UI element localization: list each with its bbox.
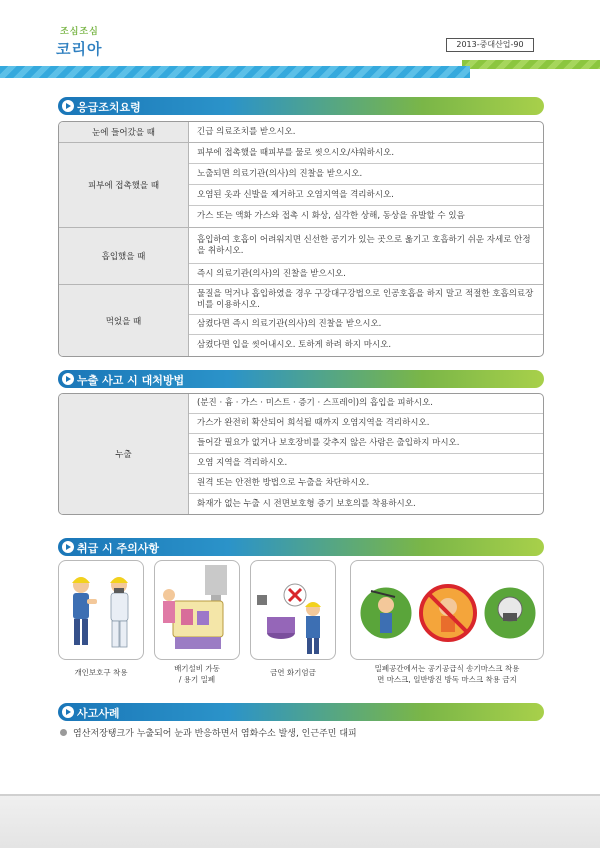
arrow-bullet-icon [62,100,74,112]
table-cell: 삼켰다면 즉시 의료기관(의사)의 진찰을 받으시오. [189,315,543,335]
arrow-bullet-icon [62,706,74,718]
leak-table [58,393,544,515]
footer-line [0,794,600,796]
caption: 면 마스크, 일반방진 방독 마스크 착용 금지 [377,675,517,684]
table-cell: 오염 지역을 격리하시오. [189,454,543,474]
section-title: 취급 시 주의사항 [77,542,160,555]
table-cell: 흡입하여 호흡이 어려워지면 신선한 공기가 있는 곳으로 옮기고 호흡하기 쉬운 자세로 안정을 취하시오. [189,228,543,264]
table-cell: (분진 · 흄 · 가스 · 미스트 · 증기 · 스프레이)의 흡입을 피하시오. [189,394,543,414]
illustration-no-smoking [250,560,336,660]
row-label: 흡입했을 때 [59,228,189,284]
table-row [59,394,543,514]
footer-band [0,794,600,848]
row-label: 피부에 접촉했을 때 [59,143,189,227]
caption: 밀폐공간에서는 공기공급식 송기마스크 착용 [374,664,520,673]
table-cell: 긴급 의료조치를 받으시오. [197,126,296,137]
row-label: 누출 [59,394,189,514]
emergency-table [58,121,544,357]
table-row [59,122,543,143]
no-fire-icon [251,561,336,660]
bullet-dot-icon [60,729,67,736]
section-title: 응급조치요령 [77,101,141,114]
header-band-green [462,60,600,69]
table-cell: 노출되면 의료기관(의사)의 진찰을 받으시오. [189,164,543,185]
section-header-leak [58,370,544,388]
table-cell: 피부에 접촉했을 때피부를 물로 씻으시오/샤워하시오. [189,143,543,164]
table-cell: 즉시 의료기관(의사)의 진찰을 받으시오. [197,268,346,279]
table-row [59,285,543,356]
workers-icon [59,561,144,660]
section-header-handling [58,538,544,556]
table-cell: 삼켰다면 입을 씻어내시오. 토하게 하려 하지 마시오. [197,340,392,350]
row-label: 눈에 들어갔을 때 [59,122,189,142]
table-cell: 원격 또는 안전한 방법으로 누출을 차단하시오. [189,474,543,494]
section-title: 사고사례 [77,707,120,720]
illustration-ventilation [154,560,240,660]
masks-icon [351,561,544,660]
table-cell: 물질을 먹거나 흡입하였을 경우 구강대구강법으로 인공호흡을 하지 말고 적절한 호흡의료장비를 이용하시오. [189,285,543,315]
table-row [59,143,543,228]
logo [52,24,122,64]
illustration-protective-gear [58,560,144,660]
table-cell: 화재가 없는 누출 시 전면보호형 증기 보호의를 착용하시오. [197,498,416,509]
header-band-blue [0,66,470,78]
logo-small-text: 조심조심 [60,27,99,37]
caption: 개인보호구 착용 [74,668,128,677]
table-cell: 가스가 완전히 확산되어 희석될 때까지 오염지역을 격리하시오. [189,414,543,434]
table-cell: 오염된 옷과 신발을 제거하고 오염지역을 격리하시오. [189,185,543,206]
section-header-accident [58,703,544,721]
caption: 배기설비 가동 [174,664,220,673]
table-row [59,228,543,285]
ventilation-icon [155,561,240,660]
illustration-masks [350,560,544,660]
section-header-emergency [58,97,544,115]
table-cell: 가스 또는 액화 가스와 접촉 시 화상, 심각한 상해, 동상을 유발할 수 있음 [197,211,465,221]
arrow-bullet-icon [62,541,74,553]
table-cell: 들어갈 필요가 없거나 보호장비를 갖추지 않은 사람은 출입하지 마시오. [189,434,543,454]
logo-big-text: 코리아 [56,40,103,58]
caption: 금연 화기엄금 [270,668,316,677]
arrow-bullet-icon [62,373,74,385]
doc-code: 2013-중대산업-90 [446,38,534,52]
accident-text: 염산저장탱크가 누출되어 눈과 반응하면서 염화수소 발생, 인근주민 대피 [73,729,357,739]
caption: / 용기 밀폐 [178,675,216,684]
accident-case [60,726,357,739]
row-label: 먹었을 때 [59,285,189,356]
section-title: 누출 사고 시 대처방법 [77,374,185,387]
